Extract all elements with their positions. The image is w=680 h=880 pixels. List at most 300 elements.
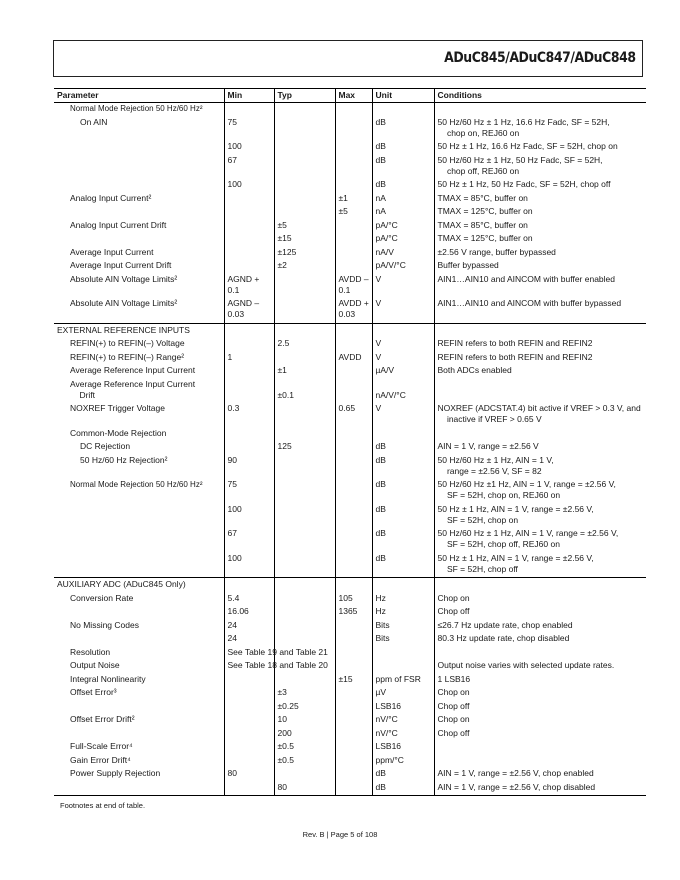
max-cell: AVDD + 0.03: [335, 298, 372, 323]
parameter-cell: Absolute AIN Voltage Limits²: [70, 273, 178, 284]
unit-cell: µV: [372, 687, 434, 701]
unit-cell: dB: [372, 528, 434, 553]
parameter-cell: AUXILIARY ADC (ADuC845 Only): [54, 578, 224, 593]
conditions-cell: 80.3 Hz update rate, chop disabled: [434, 633, 646, 647]
min-cell: 100: [224, 141, 274, 155]
max-cell: [335, 768, 372, 782]
min-cell: [224, 206, 274, 220]
parameter-cell: [54, 553, 224, 578]
table-row: [54, 220, 646, 234]
max-cell: AVDD: [335, 352, 372, 366]
table-row: [54, 179, 646, 193]
unit-cell: dB: [372, 155, 434, 180]
conditions-cell: Chop on: [434, 687, 646, 701]
column-header: Typ: [274, 89, 335, 103]
min-cell: [224, 714, 274, 728]
conditions-cell: [434, 647, 646, 661]
min-cell: 0.3: [224, 403, 274, 428]
unit-cell: pA/V/°C: [372, 260, 434, 274]
unit-cell: dB: [372, 179, 434, 193]
unit-cell: ppm/°C: [372, 755, 434, 769]
max-cell: AVDD – 0.1: [335, 274, 372, 299]
conditions-cell: Chop off: [434, 701, 646, 715]
table-row: [54, 323, 646, 338]
min-cell: 90: [224, 455, 274, 480]
max-cell: [335, 428, 372, 442]
min-cell: 75: [224, 117, 274, 142]
unit-cell: dB: [372, 782, 434, 796]
min-cell: 5.4: [224, 593, 274, 607]
unit-cell: [372, 428, 434, 442]
max-cell: [335, 260, 372, 274]
min-cell: [224, 674, 274, 688]
conditions-cell: REFIN refers to both REFIN and REFIN2: [434, 352, 646, 366]
parameter-cell: REFIN(+) to REFIN(–) Range²: [70, 351, 185, 362]
conditions-cell: Both ADCs enabled: [434, 365, 646, 379]
conditions-cell: [434, 323, 646, 338]
max-cell: [335, 220, 372, 234]
parameter-cell: [54, 728, 224, 742]
table-row: [54, 660, 646, 674]
conditions-cell: 1 LSB16: [434, 674, 646, 688]
typ-cell: ±0.25: [274, 701, 335, 715]
min-cell: [224, 323, 274, 338]
max-cell: [335, 338, 372, 352]
min-cell: 75: [224, 479, 274, 504]
max-cell: [335, 379, 372, 404]
min-cell: [224, 428, 274, 442]
unit-cell: dB: [372, 479, 434, 504]
typ-cell: [274, 298, 335, 323]
min-cell: 1: [224, 352, 274, 366]
table-row: [54, 428, 646, 442]
typ-cell: [274, 593, 335, 607]
max-cell: [335, 741, 372, 755]
min-cell: [224, 441, 274, 455]
conditions-cell: AIN = 1 V, range = ±2.56 V, chop enabled: [434, 768, 646, 782]
conditions-cell: AIN1…AIN10 and AINCOM with buffer enabled: [434, 274, 646, 299]
typ-cell: [274, 620, 335, 634]
unit-cell: V: [372, 298, 434, 323]
unit-cell: dB: [372, 117, 434, 142]
conditions-cell: AIN = 1 V, range = ±2.56 V: [434, 441, 646, 455]
min-cell: 100: [224, 179, 274, 193]
conditions-cell: ≤26.7 Hz update rate, chop enabled: [434, 620, 646, 634]
typ-cell: [274, 155, 335, 180]
unit-cell: V: [372, 352, 434, 366]
parameter-cell: Output Noise: [70, 660, 120, 670]
unit-cell: V: [372, 338, 434, 352]
parameter-cell: [54, 179, 224, 193]
parameter-cell: Average Reference Input Current Drift: [70, 378, 196, 400]
min-cell: See Table 19 and Table 21: [224, 647, 274, 661]
min-cell: See Table 18 and Table 20: [224, 660, 274, 674]
conditions-cell: 50 Hz ± 1 Hz, 50 Hz Fadc, SF = 52H, chop off: [434, 179, 646, 193]
table-row: [54, 620, 646, 634]
unit-cell: V: [372, 274, 434, 299]
min-cell: AGND + 0.1: [224, 274, 274, 299]
table-row: [54, 352, 646, 366]
typ-cell: [274, 117, 335, 142]
typ-cell: [274, 633, 335, 647]
table-row: [54, 193, 646, 207]
conditions-cell: ±2.56 V range, buffer bypassed: [434, 247, 646, 261]
typ-cell: [274, 528, 335, 553]
typ-cell: [274, 768, 335, 782]
table-row: [54, 741, 646, 755]
conditions-cell: TMAX = 85°C, buffer on: [434, 193, 646, 207]
max-cell: [335, 647, 372, 661]
typ-cell: 10: [274, 714, 335, 728]
min-cell: 67: [224, 155, 274, 180]
min-cell: 16.06: [224, 606, 274, 620]
table-row: [54, 606, 646, 620]
table-row: [54, 633, 646, 647]
min-cell: [224, 365, 274, 379]
min-cell: [224, 247, 274, 261]
conditions-cell: Chop on: [434, 593, 646, 607]
conditions-cell: TMAX = 85°C, buffer on: [434, 220, 646, 234]
typ-cell: [274, 553, 335, 578]
parameter-cell: REFIN(+) to REFIN(–) Voltage: [70, 338, 185, 348]
max-cell: [335, 728, 372, 742]
typ-cell: [274, 274, 335, 299]
table-header-row: [54, 89, 646, 103]
typ-cell: 80: [274, 782, 335, 796]
typ-cell: ±0.1: [274, 379, 335, 404]
max-cell: 105: [335, 593, 372, 607]
table-row: [54, 141, 646, 155]
parameter-cell: [54, 233, 224, 247]
parameter-cell: Offset Error Drift²: [70, 714, 135, 724]
parameter-cell: [54, 141, 224, 155]
conditions-cell: [434, 578, 646, 593]
max-cell: [335, 528, 372, 553]
parameter-cell: NOXREF Trigger Voltage: [70, 403, 165, 413]
document-title: ADuC845/ADuC847/ADuC848: [444, 50, 636, 66]
table-row: [54, 233, 646, 247]
table-row: [54, 117, 646, 142]
unit-cell: µA/V: [372, 365, 434, 379]
column-header: Conditions: [434, 89, 646, 103]
parameter-cell: Power Supply Rejection: [70, 768, 161, 778]
conditions-cell: AIN1…AIN10 and AINCOM with buffer bypassed: [434, 298, 646, 323]
unit-cell: LSB16: [372, 701, 434, 715]
max-cell: [335, 323, 372, 338]
unit-cell: nV/°C: [372, 714, 434, 728]
conditions-cell: AIN = 1 V, range = ±2.56 V, chop disabled: [434, 782, 646, 796]
max-cell: [335, 504, 372, 529]
typ-cell: ±5: [274, 220, 335, 234]
max-cell: [335, 620, 372, 634]
max-cell: ±15: [335, 674, 372, 688]
table-row: [54, 674, 646, 688]
max-cell: [335, 247, 372, 261]
table-row: [54, 768, 646, 782]
parameter-cell: Integral Nonlinearity: [70, 673, 146, 684]
parameter-cell: [54, 504, 224, 529]
parameter-cell: [54, 155, 224, 180]
conditions-cell: [434, 379, 646, 404]
typ-cell: [274, 428, 335, 442]
table-row: [54, 504, 646, 529]
min-cell: 100: [224, 504, 274, 529]
conditions-cell: [434, 103, 646, 117]
parameter-cell: [54, 633, 224, 647]
typ-cell: 2.5: [274, 338, 335, 352]
min-cell: 100: [224, 553, 274, 578]
parameter-cell: DC Rejection: [80, 441, 131, 451]
table-row: [54, 403, 646, 428]
parameter-cell: [54, 782, 224, 796]
column-header: Max: [335, 89, 372, 103]
conditions-cell: TMAX = 125°C, buffer on: [434, 233, 646, 247]
min-cell: [224, 741, 274, 755]
max-cell: [335, 479, 372, 504]
parameter-cell: Full-Scale Error⁴: [70, 741, 133, 751]
table-row: [54, 455, 646, 480]
table-row: [54, 338, 646, 352]
unit-cell: [372, 103, 434, 117]
typ-cell: [274, 103, 335, 117]
max-cell: [335, 782, 372, 796]
typ-cell: [274, 504, 335, 529]
parameter-cell: Resolution: [70, 646, 111, 657]
conditions-cell: 50 Hz/60 Hz ±1 Hz, AIN = 1 V, range = ±2.56 V, SF = 52H, chop on, REJ60 on: [434, 479, 646, 504]
parameter-cell: 50 Hz/60 Hz Rejection²: [80, 454, 168, 465]
unit-cell: V: [372, 403, 434, 428]
conditions-cell: 50 Hz ± 1 Hz, 16.6 Hz Fadc, SF = 52H, chop on: [434, 141, 646, 155]
typ-cell: [274, 578, 335, 593]
max-cell: [335, 755, 372, 769]
min-cell: 80: [224, 768, 274, 782]
max-cell: [335, 179, 372, 193]
column-header: Parameter: [54, 89, 224, 103]
conditions-cell: REFIN refers to both REFIN and REFIN2: [434, 338, 646, 352]
typ-cell: ±15: [274, 233, 335, 247]
parameter-cell: Average Reference Input Current: [70, 365, 196, 375]
typ-cell: ±0.5: [274, 755, 335, 769]
parameter-cell: Absolute AIN Voltage Limits²: [70, 298, 178, 308]
parameter-cell: On AIN: [80, 116, 108, 127]
max-cell: [335, 141, 372, 155]
page-footer: Rev. B | Page 5 of 108: [302, 830, 378, 839]
typ-cell: [274, 352, 335, 366]
unit-cell: nA: [372, 206, 434, 220]
typ-cell: [274, 455, 335, 480]
unit-cell: [372, 660, 434, 674]
parameter-cell: Normal Mode Rejection 50 Hz/60 Hz²: [70, 480, 203, 489]
max-cell: ±5: [335, 206, 372, 220]
table-row: [54, 782, 646, 796]
conditions-cell: 50 Hz/60 Hz ± 1 Hz, AIN = 1 V, range = ±2.56 V, SF = 82: [434, 455, 646, 480]
unit-cell: [372, 578, 434, 593]
conditions-cell: [434, 428, 646, 442]
table-row: [54, 755, 646, 769]
typ-cell: [274, 193, 335, 207]
table-row: [54, 593, 646, 607]
parameter-cell: Analog Input Current Drift: [70, 219, 167, 230]
min-cell: [224, 687, 274, 701]
min-cell: [224, 260, 274, 274]
unit-cell: nA/V: [372, 247, 434, 261]
conditions-cell: [434, 741, 646, 755]
unit-cell: dB: [372, 768, 434, 782]
unit-cell: ppm of FSR: [372, 674, 434, 688]
parameter-cell: [54, 606, 224, 620]
conditions-cell: 50 Hz ± 1 Hz, AIN = 1 V, range = ±2.56 V, SF = 52H, chop on: [434, 504, 646, 529]
parameter-cell: [54, 206, 224, 220]
parameter-cell: Average Input Current Drift: [70, 260, 172, 270]
conditions-cell: Chop off: [434, 728, 646, 742]
parameter-cell: EXTERNAL REFERENCE INPUTS: [54, 323, 224, 338]
unit-cell: dB: [372, 455, 434, 480]
typ-cell: ±2: [274, 260, 335, 274]
table-row: [54, 103, 646, 117]
conditions-cell: [434, 755, 646, 769]
min-cell: [224, 233, 274, 247]
max-cell: 1365: [335, 606, 372, 620]
unit-cell: Bits: [372, 620, 434, 634]
typ-cell: ±0.5: [274, 741, 335, 755]
typ-cell: ±3: [274, 687, 335, 701]
page-header: [53, 40, 643, 77]
footnote: Footnotes at end of table.: [60, 801, 146, 810]
table-row: [54, 528, 646, 553]
specifications-table: [54, 88, 646, 796]
max-cell: [335, 155, 372, 180]
parameter-cell: Gain Error Drift⁴: [70, 754, 131, 765]
max-cell: [335, 103, 372, 117]
table-row: [54, 728, 646, 742]
unit-cell: nA/V/°C: [372, 379, 434, 404]
table-row: [54, 701, 646, 715]
min-cell: [224, 755, 274, 769]
typ-cell: ±125: [274, 247, 335, 261]
conditions-cell: Buffer bypassed: [434, 260, 646, 274]
unit-cell: [372, 323, 434, 338]
max-cell: 0.65: [335, 403, 372, 428]
table-row: [54, 553, 646, 578]
typ-cell: 200: [274, 728, 335, 742]
max-cell: [335, 687, 372, 701]
typ-cell: [274, 403, 335, 428]
parameter-cell: [54, 528, 224, 553]
unit-cell: Hz: [372, 606, 434, 620]
parameter-cell: Average Input Current: [70, 246, 154, 257]
unit-cell: Hz: [372, 593, 434, 607]
typ-cell: [274, 479, 335, 504]
unit-cell: pA/°C: [372, 233, 434, 247]
table-row: [54, 298, 646, 323]
table-row: [54, 687, 646, 701]
table-row: [54, 274, 646, 299]
unit-cell: Bits: [372, 633, 434, 647]
conditions-cell: Chop on: [434, 714, 646, 728]
min-cell: [224, 220, 274, 234]
max-cell: [335, 117, 372, 142]
typ-cell: ±1: [274, 365, 335, 379]
parameter-cell: Offset Error³: [70, 687, 117, 697]
table-row: [54, 379, 646, 404]
max-cell: [335, 660, 372, 674]
unit-cell: [372, 647, 434, 661]
table-row: [54, 714, 646, 728]
table-row: [54, 441, 646, 455]
min-cell: [224, 728, 274, 742]
table-row: [54, 260, 646, 274]
unit-cell: dB: [372, 553, 434, 578]
min-cell: [224, 338, 274, 352]
conditions-cell: TMAX = 125°C, buffer on: [434, 206, 646, 220]
parameter-cell: Common-Mode Rejection: [70, 427, 167, 438]
parameter-cell: No Missing Codes: [70, 619, 139, 630]
parameter-cell: Analog Input Current²: [70, 192, 152, 203]
min-cell: 67: [224, 528, 274, 553]
conditions-cell: Chop off: [434, 606, 646, 620]
table-row: [54, 479, 646, 504]
min-cell: [224, 578, 274, 593]
conditions-cell: 50 Hz/60 Hz ± 1 Hz, AIN = 1 V, range = ±2.56 V, SF = 52H, chop off, REJ60 on: [434, 528, 646, 553]
min-cell: [224, 701, 274, 715]
table-row: [54, 206, 646, 220]
max-cell: [335, 365, 372, 379]
unit-cell: nA: [372, 193, 434, 207]
max-cell: ±1: [335, 193, 372, 207]
conditions-cell: Output noise varies with selected update rates.: [434, 660, 646, 674]
parameter-cell: [54, 701, 224, 715]
max-cell: [335, 455, 372, 480]
max-cell: [335, 578, 372, 593]
column-header: Min: [224, 89, 274, 103]
min-cell: 24: [224, 620, 274, 634]
min-cell: [224, 193, 274, 207]
unit-cell: nV/°C: [372, 728, 434, 742]
typ-cell: [274, 179, 335, 193]
max-cell: [335, 714, 372, 728]
typ-cell: [274, 606, 335, 620]
typ-cell: [274, 323, 335, 338]
max-cell: [335, 233, 372, 247]
min-cell: [224, 379, 274, 404]
min-cell: [224, 103, 274, 117]
unit-cell: dB: [372, 441, 434, 455]
max-cell: [335, 701, 372, 715]
table-row: [54, 365, 646, 379]
min-cell: AGND – 0.03: [224, 298, 274, 323]
unit-cell: dB: [372, 504, 434, 529]
typ-cell: [274, 141, 335, 155]
max-cell: [335, 633, 372, 647]
conditions-cell: 50 Hz/60 Hz ± 1 Hz, 16.6 Hz Fadc, SF = 52H, chop on, REJ60 on: [434, 117, 646, 142]
max-cell: [335, 553, 372, 578]
table-row: [54, 578, 646, 593]
conditions-cell: 50 Hz ± 1 Hz, AIN = 1 V, range = ±2.56 V, SF = 52H, chop off: [434, 553, 646, 578]
conditions-cell: NOXREF (ADCSTAT.4) bit active if VREF > 0.3 V, and inactive if VREF > 0.65 V: [434, 403, 646, 428]
typ-cell: [274, 674, 335, 688]
table-row: [54, 247, 646, 261]
column-header: Unit: [372, 89, 434, 103]
conditions-cell: 50 Hz/60 Hz ± 1 Hz, 50 Hz Fadc, SF = 52H, chop off, REJ60 on: [434, 155, 646, 180]
min-cell: 24: [224, 633, 274, 647]
min-cell: [224, 782, 274, 796]
max-cell: [335, 441, 372, 455]
table-row: [54, 155, 646, 180]
unit-cell: dB: [372, 141, 434, 155]
table-row: [54, 647, 646, 661]
unit-cell: pA/°C: [372, 220, 434, 234]
parameter-cell: Normal Mode Rejection 50 Hz/60 Hz²: [70, 104, 203, 113]
